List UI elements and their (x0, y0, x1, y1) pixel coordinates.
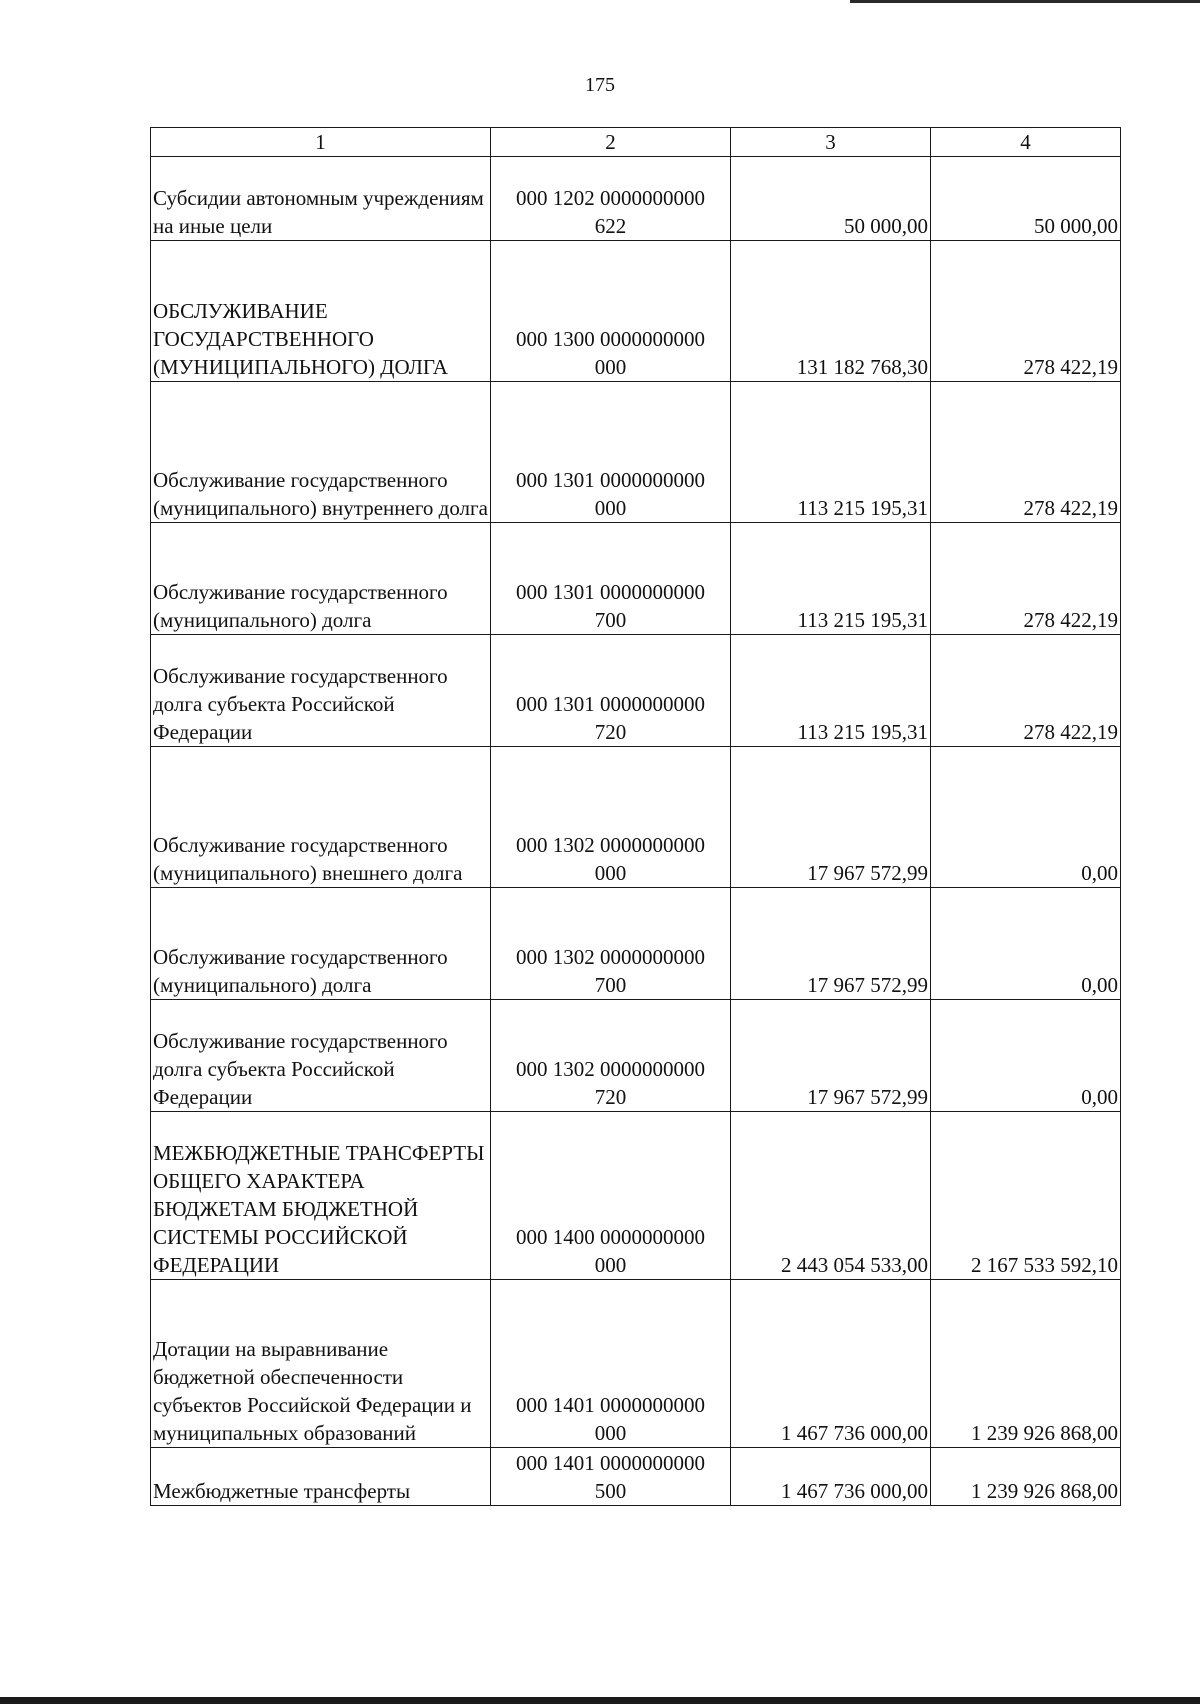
row-value-col4: 1 239 926 868,00 (931, 1280, 1121, 1448)
row-value-col3: 50 000,00 (731, 157, 931, 241)
row-value-col4: 278 422,19 (931, 241, 1121, 382)
row-code-cell (491, 241, 731, 382)
header-cell-1: 1 (151, 128, 491, 157)
row-code-line2: 000 (594, 355, 627, 379)
row-code-line2: 000 (594, 861, 627, 885)
row-code-line2: 720 (594, 720, 627, 744)
row-code-line1: 000 1302 0000000000 (516, 945, 705, 969)
row-value-col4: 278 422,19 (931, 523, 1121, 635)
row-value-col3: 17 967 572,99 (731, 888, 931, 1000)
row-value-col3: 2 443 054 533,00 (731, 1112, 931, 1280)
row-code-line1: 000 1300 0000000000 (516, 327, 705, 351)
row-value-col3: 113 215 195,31 (731, 523, 931, 635)
row-value-col4: 0,00 (931, 1000, 1121, 1112)
table-row (151, 157, 1121, 241)
row-code-cell (491, 635, 731, 747)
row-value-col3: 113 215 195,31 (731, 635, 931, 747)
row-name-cell: Обслуживание государственного (муниципального) внутреннего долга (151, 382, 491, 523)
row-code-line2: 000 (594, 496, 627, 520)
row-code-line2: 622 (594, 214, 627, 238)
row-value-col4: 50 000,00 (931, 157, 1121, 241)
table-row (151, 382, 1121, 523)
table-row (151, 635, 1121, 747)
row-code-cell (491, 747, 731, 888)
row-code-cell (491, 157, 731, 241)
row-name-cell: МЕЖБЮДЖЕТНЫЕ ТРАНСФЕРТЫ ОБЩЕГО ХАРАКТЕРА БЮДЖЕТАМ БЮДЖЕТНОЙ СИСТЕМЫ РОССИЙСКОЙ ФЕДЕРАЦИИ (151, 1112, 491, 1280)
row-value-col3: 1 467 736 000,00 (731, 1448, 931, 1506)
row-name-cell: Дотации на выравнивание бюджетной обеспеченности субъектов Российской Федерации и муниципальных образований (151, 1280, 491, 1448)
row-name-cell: Обслуживание государственного долга субъекта Российской Федерации (151, 1000, 491, 1112)
row-code-cell (491, 523, 731, 635)
row-code-cell (491, 1448, 731, 1506)
table-row (151, 523, 1121, 635)
row-code-line1: 000 1401 0000000000 (516, 1451, 705, 1475)
row-value-col3: 113 215 195,31 (731, 382, 931, 523)
row-code-line1: 000 1301 0000000000 (516, 692, 705, 716)
row-code-line2: 000 (594, 1421, 627, 1445)
row-code-line2: 500 (594, 1479, 627, 1503)
row-value-col4: 278 422,19 (931, 635, 1121, 747)
table-row (151, 747, 1121, 888)
row-code-line1: 000 1302 0000000000 (516, 1057, 705, 1081)
row-code-line2: 700 (594, 973, 627, 997)
row-value-col4: 2 167 533 592,10 (931, 1112, 1121, 1280)
header-row (151, 128, 1121, 157)
row-value-col3: 1 467 736 000,00 (731, 1280, 931, 1448)
row-code-line2: 700 (594, 608, 627, 632)
row-value-col4: 1 239 926 868,00 (931, 1448, 1121, 1506)
table-row (151, 888, 1121, 1000)
table-row (151, 1112, 1121, 1280)
row-name-cell: Обслуживание государственного долга субъекта Российской Федерации (151, 635, 491, 747)
budget-table (150, 127, 1121, 1506)
table-row (151, 1000, 1121, 1112)
page-number: 175 (585, 74, 615, 96)
row-value-col3: 17 967 572,99 (731, 747, 931, 888)
table-row (151, 1448, 1121, 1506)
row-code-cell (491, 888, 731, 1000)
row-value-col3: 17 967 572,99 (731, 1000, 931, 1112)
row-name-cell: ОБСЛУЖИВАНИЕ ГОСУДАРСТВЕННОГО (МУНИЦИПАЛЬНОГО) ДОЛГА (151, 241, 491, 382)
table-row (151, 1280, 1121, 1448)
row-name-cell: Обслуживание государственного (муниципального) долга (151, 523, 491, 635)
header-cell-4: 4 (931, 128, 1121, 157)
row-code-line1: 000 1400 0000000000 (516, 1225, 705, 1249)
row-code-cell (491, 1112, 731, 1280)
row-value-col4: 0,00 (931, 747, 1121, 888)
header-cell-2: 2 (491, 128, 731, 157)
row-name-cell: Субсидии автономным учреждениям на иные цели (151, 157, 491, 241)
row-name-cell: Межбюджетные трансферты (151, 1448, 491, 1506)
row-code-line2: 000 (594, 1253, 627, 1277)
row-code-line1: 000 1302 0000000000 (516, 833, 705, 857)
row-value-col3: 131 182 768,30 (731, 241, 931, 382)
table-body (151, 157, 1121, 1506)
row-code-cell (491, 1000, 731, 1112)
row-name-cell: Обслуживание государственного (муниципального) внешнего долга (151, 747, 491, 888)
row-name-cell: Обслуживание государственного (муниципального) долга (151, 888, 491, 1000)
row-code-line1: 000 1301 0000000000 (516, 580, 705, 604)
row-code-cell (491, 1280, 731, 1448)
row-code-cell (491, 382, 731, 523)
scan-edge-bottom (0, 1697, 1200, 1704)
row-value-col4: 0,00 (931, 888, 1121, 1000)
row-code-line1: 000 1301 0000000000 (516, 468, 705, 492)
row-value-col4: 278 422,19 (931, 382, 1121, 523)
scan-edge-top (850, 0, 1200, 3)
header-cell-3: 3 (731, 128, 931, 157)
row-code-line1: 000 1401 0000000000 (516, 1393, 705, 1417)
row-code-line2: 720 (594, 1085, 627, 1109)
row-code-line1: 000 1202 0000000000 (516, 186, 705, 210)
table-row (151, 241, 1121, 382)
